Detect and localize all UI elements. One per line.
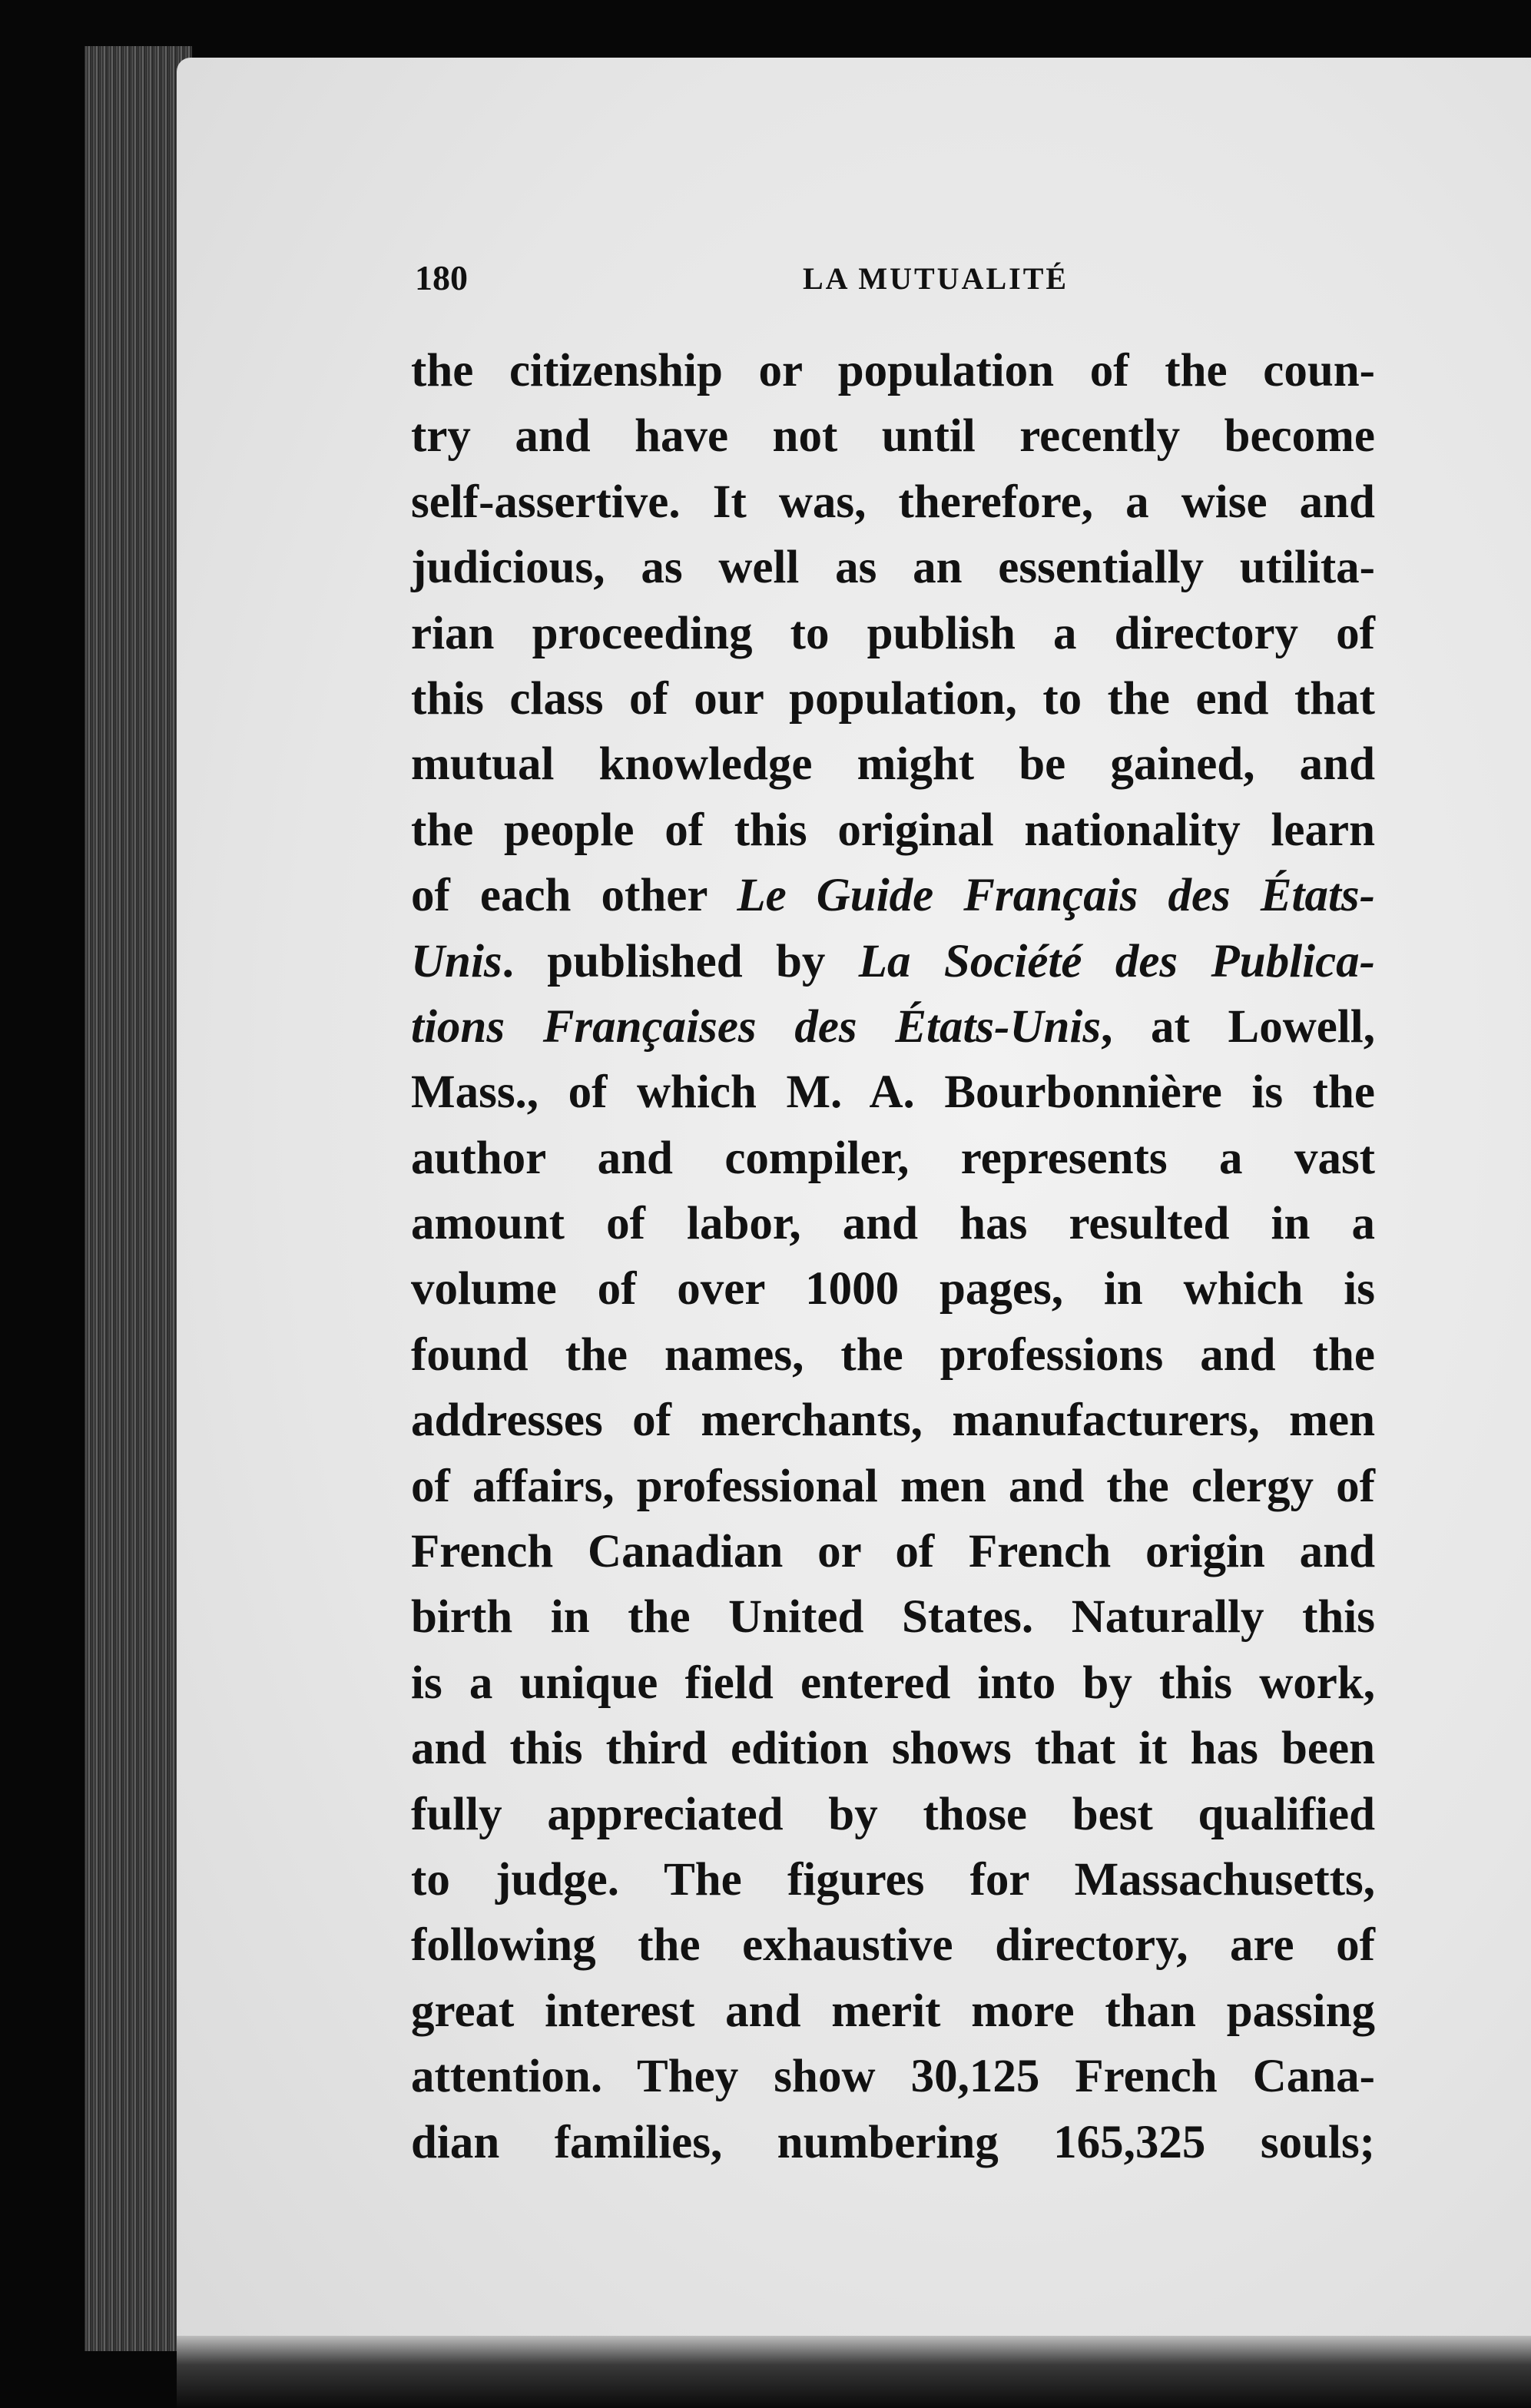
text-run: Mass., of which M. A. Bourbonnière is the <box>411 1066 1375 1119</box>
text-run: French Canadian or of French origin and <box>411 1526 1375 1578</box>
bottom-shadow <box>177 2336 1531 2408</box>
body-text <box>411 338 1375 2175</box>
text-run: self-assertive. It was, therefore, a wise and <box>411 476 1375 528</box>
text-run: following the exhaustive directory, are of <box>411 1919 1375 1972</box>
running-title: LA MUTUALITÉ <box>803 261 1069 296</box>
text-line <box>411 535 1375 600</box>
text-line <box>411 2044 1375 2109</box>
italic-text: tions Françaises des États-Unis <box>411 1000 1102 1053</box>
text-line <box>411 1978 1375 2044</box>
text-run: found the names, the professions and the <box>411 1328 1375 1381</box>
text-line <box>411 798 1375 863</box>
text-run: . published by <box>502 935 859 987</box>
text-line <box>411 1126 1375 1191</box>
text-run: of each other <box>411 870 737 922</box>
italic-text: Le Guide Français des États- <box>737 870 1375 922</box>
text-line <box>411 1716 1375 1781</box>
text-run: fully appreciated by those best qualified <box>411 1788 1375 1840</box>
text-line <box>411 1847 1375 1912</box>
text-line <box>411 1519 1375 1584</box>
running-head <box>415 257 1360 311</box>
text-line <box>411 1191 1375 1256</box>
text-line <box>411 929 1375 994</box>
text-run: and this third edition shows that it has been <box>411 1723 1375 1775</box>
text-run: dian families, numbering 165,325 souls; <box>411 2116 1375 2168</box>
text-run: birth in the United States. Naturally this <box>411 1591 1375 1643</box>
text-run: addresses of merchants, manufacturers, men <box>411 1395 1375 1447</box>
text-line <box>411 1650 1375 1716</box>
italic-text: La Société des Publica- <box>858 935 1375 987</box>
text-run: this class of our population, to the end that <box>411 672 1375 725</box>
text-run: judicious, as well as an essentially utilita- <box>411 542 1375 594</box>
text-line <box>411 1060 1375 1125</box>
page-edges <box>85 46 192 2351</box>
text-line <box>411 863 1375 928</box>
text-run: the people of this original nationality learn <box>411 804 1375 856</box>
text-run: amount of labor, and has resulted in a <box>411 1198 1375 1250</box>
text-line <box>411 1322 1375 1388</box>
text-line <box>411 666 1375 731</box>
italic-text: Unis <box>411 935 502 987</box>
text-run: is a unique field entered into by this work, <box>411 1657 1375 1709</box>
text-line <box>411 994 1375 1060</box>
text-line <box>411 403 1375 469</box>
page-number: 180 <box>415 258 468 297</box>
text-line <box>411 1584 1375 1650</box>
text-line <box>411 1388 1375 1453</box>
text-run: try and have not until recently become <box>411 410 1375 463</box>
text-line <box>411 731 1375 797</box>
text-run: rian proceeding to publish a directory of <box>411 607 1375 659</box>
text-run: volume of over 1000 pages, in which is <box>411 1263 1375 1315</box>
text-run: mutual knowledge might be gained, and <box>411 738 1375 791</box>
text-run: to judge. The figures for Massachusetts, <box>411 1853 1375 1906</box>
text-run: attention. They show 30,125 French Cana- <box>411 2051 1375 2103</box>
text-run: great interest and merit more than passing <box>411 1985 1375 2037</box>
text-line <box>411 469 1375 535</box>
text-run: author and compiler, represents a vast <box>411 1132 1375 1184</box>
text-line <box>411 1912 1375 1978</box>
text-run: the citizenship or population of the coun- <box>411 345 1375 396</box>
text-line <box>411 1256 1375 1322</box>
text-line <box>411 1454 1375 1519</box>
text-line <box>411 601 1375 666</box>
text-line <box>411 1782 1375 1847</box>
text-run: , at Lowell, <box>1101 1000 1375 1053</box>
text-line <box>411 338 1375 403</box>
text-line <box>411 2110 1375 2175</box>
text-run: of affairs, professional men and the clergy of <box>411 1460 1375 1512</box>
